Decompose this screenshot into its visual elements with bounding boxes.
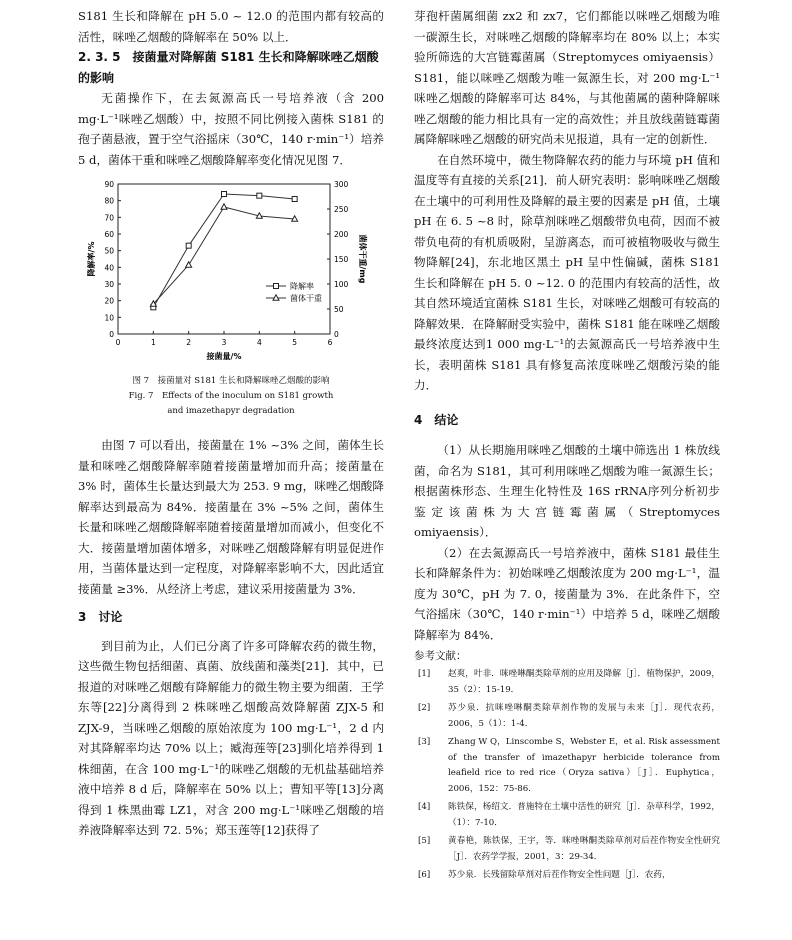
left-tick-label: 50 (104, 246, 114, 256)
x-axis-title: 接菌量/% (206, 352, 242, 361)
figure-caption-en-2: and imazethapyr degradation (167, 406, 295, 416)
x-tick-label: 4 (256, 338, 262, 347)
reference-item (414, 735, 720, 797)
right-tick-label: 150 (334, 255, 349, 264)
left-tick-label: 90 (104, 180, 114, 189)
left-tick-label: 10 (104, 313, 114, 323)
series-line-2 (153, 207, 294, 304)
paragraph-environment: 在自然环境中，微生物降解农药的能力与环境 pH 值和温度等有直接的关系[21]．前人研究表明：影响咪唑乙烟酸在土壤中的可利用性及降解的最主要的因素是 pH 值，土壤 pH 在 6. 5 ~8 时，除草剂咪唑乙烟酸带负电荷，因而不被带负电荷的有机质吸附，呈游离态，而可被植物吸收与微生物降解[24]，东北地区黑土 pH 呈中性偏碱，菌株 S181 生长和降解在 pH 5. 0 ~12. 0 的范围内有较高的活性，故其自然环境适宜菌株 S181 生长，对咪唑乙烟酸可有较高的降解效果．在降解耐受实验中，菌株 S181 能在咪唑乙烟酸最终浓度达到1 000 mg·L⁻¹的去氮源高氏一号培养液中生长，表明菌株 S181 具有修复高浓度咪唑乙烟酸污染的能力． (414, 152, 720, 392)
figure-caption-cn: 图 7 接菌量对 S181 生长和降解咪唑乙烟酸的影响 (132, 376, 330, 386)
left-column (78, 6, 384, 841)
paragraph-continuation: 芽孢杆菌属细菌 zx2 和 zx7，它们都能以咪唑乙烟酸为唯一碳源生长，对咪唑乙烟酸的降解率均在 80% 以上；本实验所筛选的大宫链霉菌属（Streptomyces omiyaensis）S181，能以咪唑乙烟酸为唯一氮源生长，对 200 mg·L⁻¹咪唑乙烟酸的降解率可达 84%，与其他菌属的菌种降解咪唑乙烟酸的能力相比具有一定的高效性；并且放线菌链霉菌属降解咪唑乙烟酸的研究尚未见报道，具有一定的创新性． (414, 9, 720, 146)
data-point-square (292, 197, 297, 202)
data-point-triangle (186, 262, 192, 268)
legend-label: 菌体干重 (290, 294, 322, 303)
paragraph-2-3-5: 无菌操作下，在去氮源高氏一号培养液（含 200 mg·L⁻¹咪唑乙烟酸）中，按照不同比例接入菌株 S181 的孢子菌悬液，置于空气浴摇床（30℃，140 r·min⁻¹）培养 5 d，菌体干重和咪唑乙烟酸降解率变化情况见图 7． (78, 91, 384, 167)
data-point-triangle (221, 204, 227, 210)
paragraph-figure-discussion: 由图 7 可以看出，接菌量在 1% ~3% 之间，菌体生长量和咪唑乙烟酸降解率随着接菌量增加而升高；接菌量在 3% 时，菌体生长量达到最大为 253. 9 mg，咪唑乙烟酸降解率达到最高为 84%．接菌量在 3% ~5% 之间，菌体生长量和咪唑乙烟酸降解率随着接菌量增加而减小，但变化不大．接菌量增加菌体增多，对咪唑乙烟酸降解有明显促进作用，当菌体量达到一定程度，对降解率影响不大，因此适宜接菌量 ≥3%．从经济上考虑，建议采用接菌量为 3%． (78, 438, 384, 596)
section-heading-4: 4 结论 (414, 412, 459, 427)
paragraph-conclusion-2: （2）在去氮源高氏一号培养液中，菌株 S181 最佳生长和降解条件为：初始咪唑乙烟酸浓度为 200 mg·L⁻¹，温度为 30℃，pH 为 7. 0，接菌量为 3%．在此条件下，空气浴摇床（30℃，140 r·min⁻¹）中培养 5 d，咪唑乙烟酸降解率为 84%． (414, 545, 720, 642)
references-list (414, 667, 720, 884)
reference-item (414, 701, 720, 732)
x-tick-label: 6 (327, 338, 333, 347)
left-tick-label: 20 (104, 296, 114, 306)
chart-figure-7 (78, 176, 384, 366)
x-tick-label: 1 (150, 338, 156, 347)
reference-text: 黄春艳，陈铁保，王宇，等．咪唑啉酮类除草剂对后茬作物安全性研究［J］．农药学学报，2001，3：29-34． (448, 836, 720, 862)
figure-caption-en-1: Fig. 7 Effects of the inoculum on S181 growth (128, 391, 334, 401)
legend-label: 降解率 (290, 282, 314, 291)
left-tick-label: 70 (104, 213, 114, 223)
reference-number: [1] (418, 669, 431, 679)
left-tick-label: 30 (104, 280, 114, 289)
right-tick-label: 250 (334, 205, 349, 214)
y-left-axis-title: 降解率/% (87, 241, 96, 277)
references-label: 参考文献： (414, 650, 467, 662)
left-tick-label: 60 (104, 230, 114, 239)
right-tick-label: 0 (334, 330, 339, 339)
reference-text: 苏少泉．长残留除草剂对后茬作物安全性问题［J］．农药， (448, 870, 671, 880)
reference-item (414, 868, 720, 884)
series-line-1 (153, 194, 294, 307)
reference-text: 苏少泉．抗咪唑啉酮类除草剂作物的发展与未来［J］．现代农药，2006，5（1）：1-4． (448, 703, 720, 729)
left-tick-label: 40 (104, 263, 114, 273)
left-tick-label: 80 (104, 196, 114, 206)
figure-7 (78, 176, 384, 419)
right-tick-label: 200 (334, 230, 349, 239)
paragraph-discussion: 到目前为止，人们已分离了许多可降解农药的微生物，这些微生物包括细菌、真菌、放线菌和藻类[21]．其中，已报道的对咪唑乙烟酸有降解能力的微生物主要为细菌．王学东等[22]分离得到 2 株咪唑乙烟酸高效降解菌 ZJX-5 和 ZJX-9，当咪唑乙烟酸的原始浓度为 100 mg·L⁻¹，2 d 内对其降解率均达 70% 以上；臧海莲等[23]驯化培养得到 1 株细菌，在含 100 mg·L⁻¹的咪唑乙烟酸的无机盐基础培养液中培养 8 d 后，降解率在 50% 以上；曹知平等[13]分离得到 1 株黑曲霉 LZ1，对含 200 mg·L⁻¹咪唑乙烟酸的培养液降解率达到 72. 5%；郑玉莲等[12]获得了 (78, 638, 384, 837)
reference-item (414, 834, 720, 865)
x-tick-label: 3 (221, 338, 227, 347)
data-point-square (222, 192, 227, 197)
reference-text: 赵爽，叶非．咪唑啉酮类除草剂的应用及降解［J］．植物保护，2009，35（2）：15-19． (448, 669, 720, 695)
reference-item (414, 800, 720, 831)
right-tick-label: 50 (334, 305, 344, 314)
reference-number: [4] (418, 802, 431, 812)
paragraph-top-continuation: S181 生长和降解在 pH 5.0 ~ 12.0 的范围内都有较高的活性，咪唑乙烟酸的降解率在 50% 以上． (78, 9, 384, 44)
section-heading-3: 3 讨论 (78, 610, 123, 624)
reference-number: [3] (418, 737, 431, 747)
x-tick-label: 2 (186, 338, 192, 347)
x-tick-label: 5 (292, 338, 298, 347)
left-tick-label: 0 (109, 330, 114, 339)
y-right-axis-title: 菌体干重/mg (358, 234, 367, 284)
data-point-square (257, 193, 262, 198)
right-tick-label: 100 (334, 280, 349, 289)
reference-text: 陈铁保，杨绍文．普施特在土壤中活性的研究［J］．杂草科学，1992，（1）：7-10． (448, 802, 720, 828)
reference-text: Zhang W Q，Linscombe S，Webster E，et al. Risk assessment of the transfer of imazethapyr herbicide tolerance from leafield rice to red rice（Oryza sativa）［J］．Euphytica，2006，152：75-86． (448, 737, 720, 794)
right-tick-label: 300 (334, 180, 349, 189)
legend-marker-square (274, 284, 279, 289)
section-heading-2-3-5: 2. 3. 5 接菌量对降解菌 S181 生长和降解咪唑乙烟酸的影响 (78, 50, 379, 85)
right-column (414, 6, 720, 887)
data-point-square (186, 243, 191, 248)
paragraph-conclusion-1: （1）从长期施用咪唑乙烟酸的土壤中筛选出 1 株放线菌，命名为 S181，其可利用咪唑乙烟酸为唯一氮源生长；根据菌株形态、生理生化特性及 16S rRNA序列分析初步鉴定该菌株为大宫链霉菌属（Streptomyces omiyaensis）． (414, 443, 720, 539)
reference-number: [2] (418, 703, 431, 713)
reference-number: [6] (418, 870, 431, 880)
reference-item (414, 667, 720, 698)
reference-number: [5] (418, 836, 431, 846)
x-tick-label: 0 (115, 338, 121, 347)
